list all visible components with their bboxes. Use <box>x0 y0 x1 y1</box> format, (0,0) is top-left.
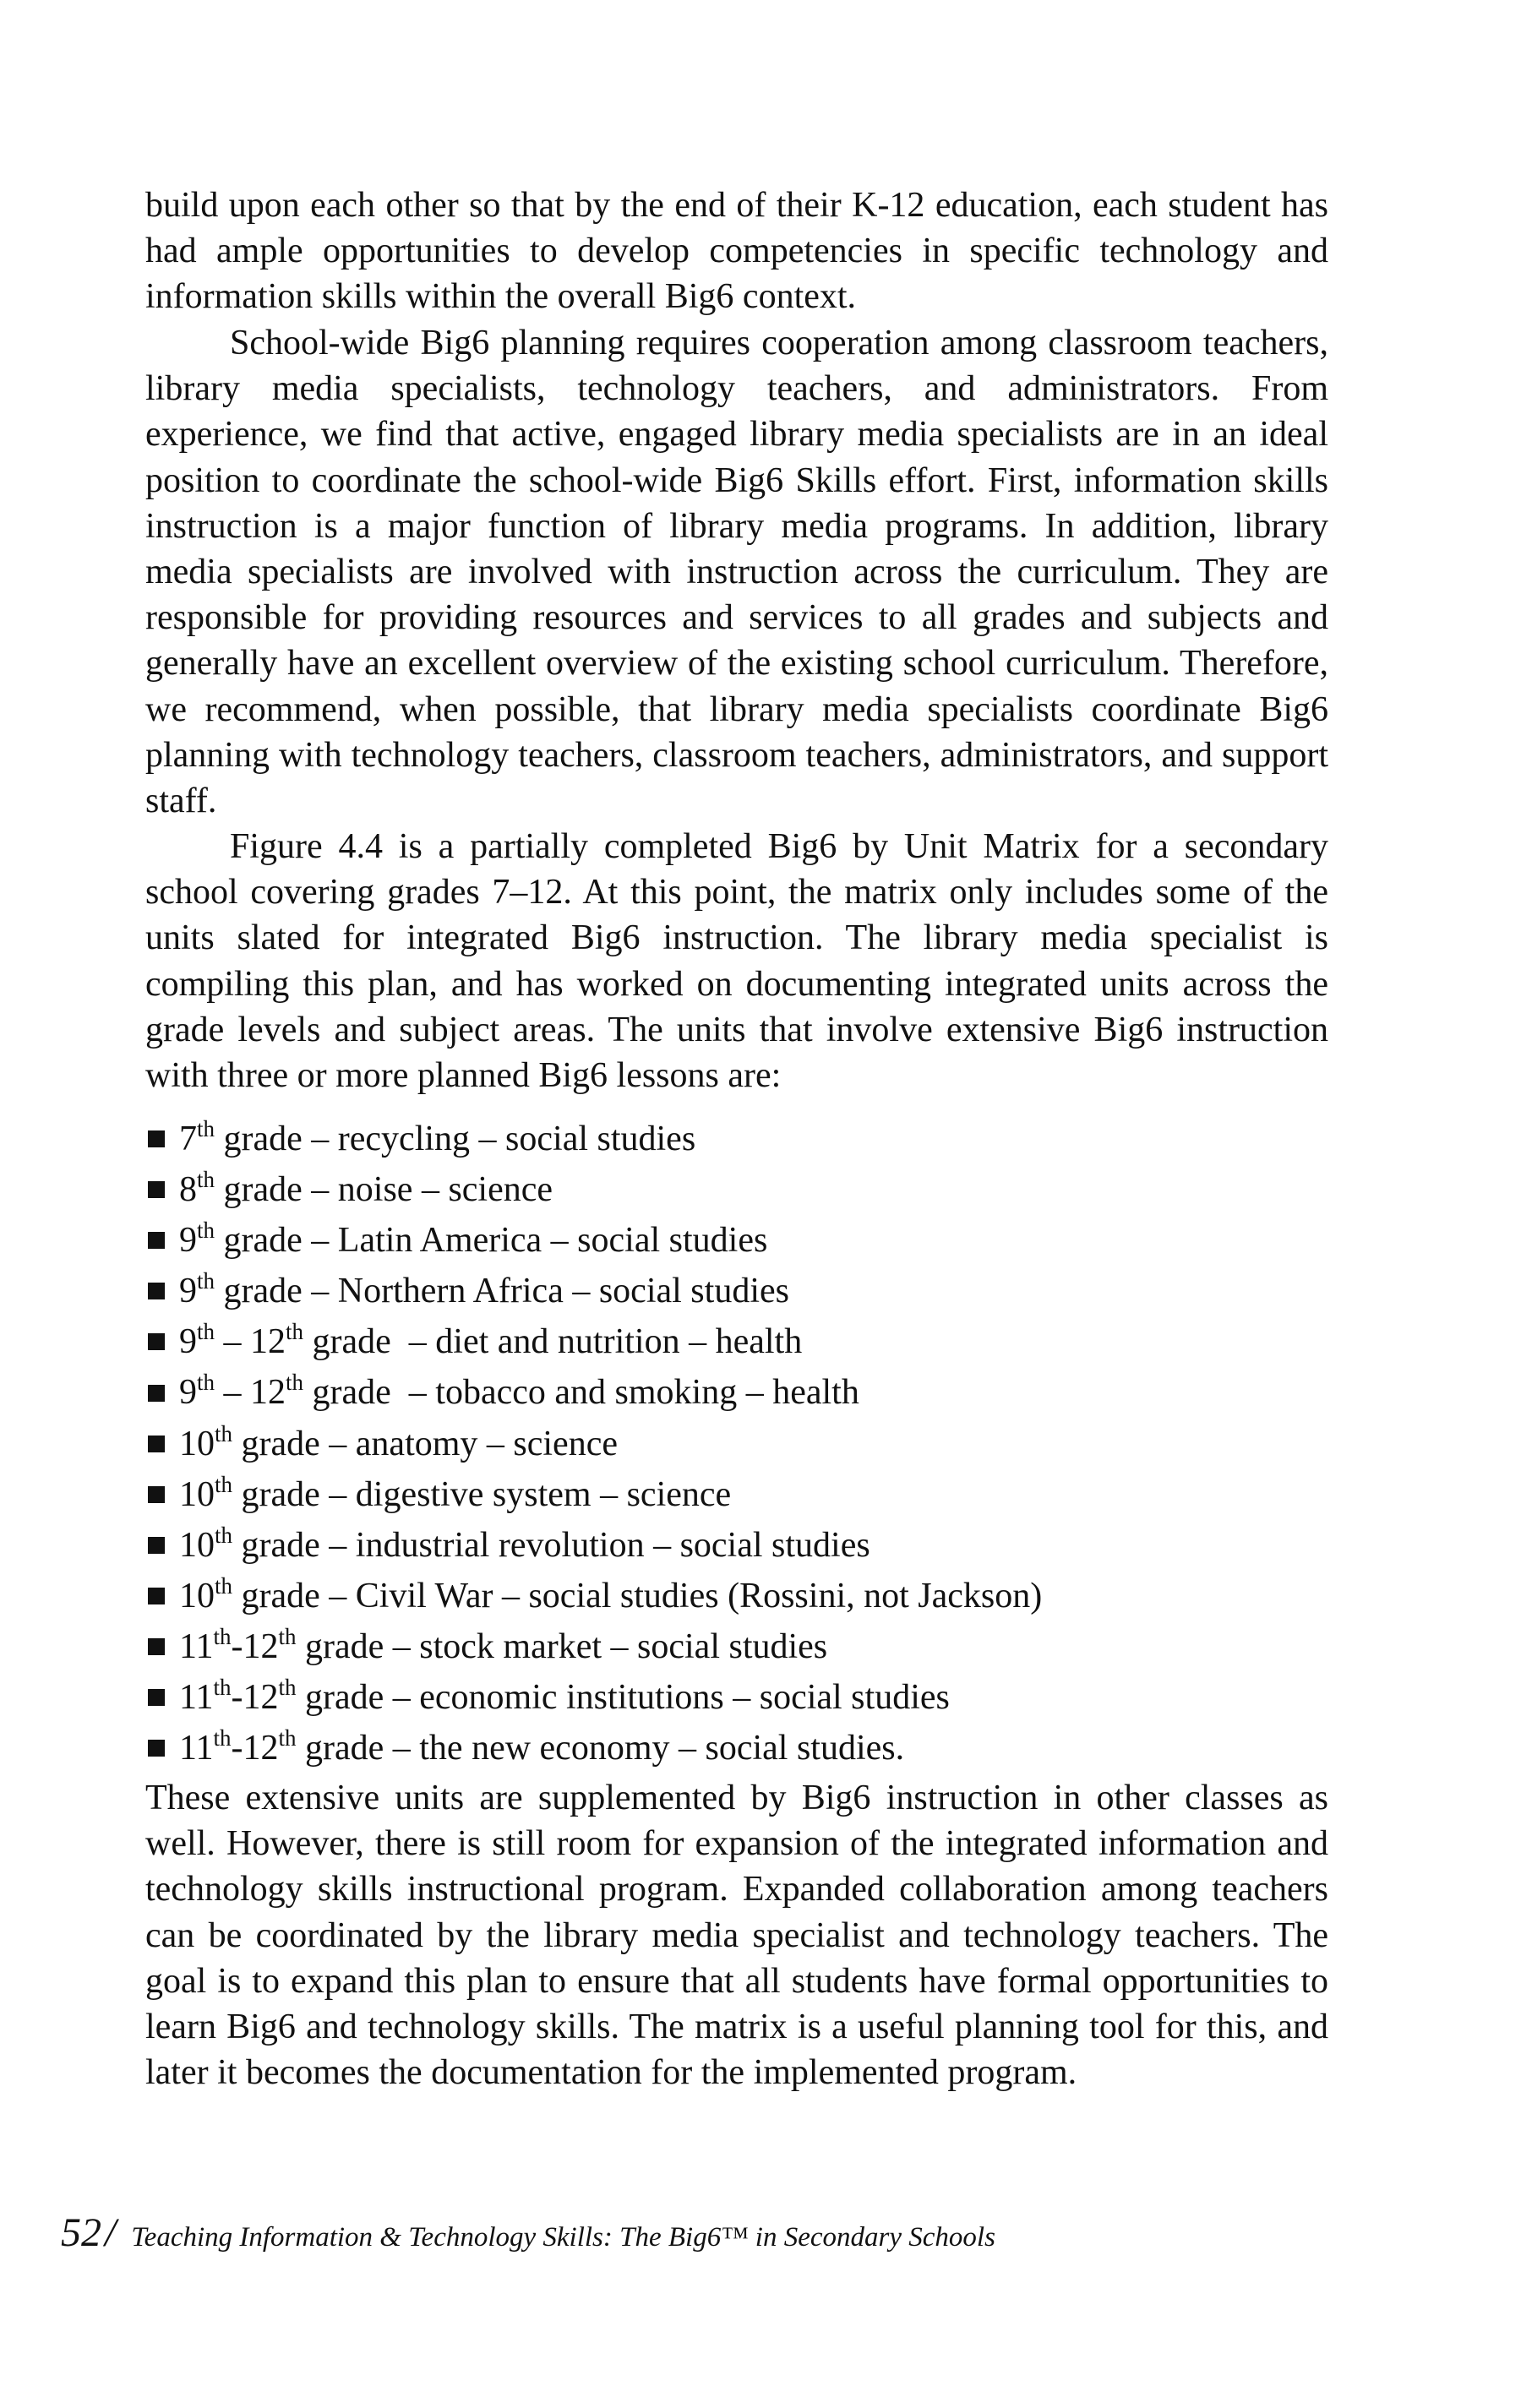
list-item: 9 $^{th}$ – 12 $^{th}$ grade – tobacco and smoking – health <box>145 1367 1328 1418</box>
paragraph-text: These extensive units are supplemented by Big6 instruction in other classes as well. However, there is still room for expansion of the integrated information and technology skills instructional program. Expanded collaboration among teachers can be coordinated by the library media specialist and technology teachers. The goal is to expand this plan to ensure that all students have formal opportunities to learn Big6 and technology skills. The matrix is a useful planning tool for this, and later it becomes the documentation for the implemented program. <box>145 1779 1328 2093</box>
list-item: 10 $^{th}$ grade – digestive system – science <box>145 1469 1328 1520</box>
list-item: 11 $^{th}$ - 12 $^{th}$ grade – economic institutions – social studies <box>145 1672 1328 1723</box>
square-bullet-icon <box>148 1333 165 1350</box>
list-item: 11 $^{th}$ - 12 $^{th}$ grade – the new economy – social studies. <box>145 1723 1328 1773</box>
square-bullet-icon <box>148 1740 165 1757</box>
list-item: 9 $^{th}$ grade – Northern Africa – social studies <box>145 1266 1328 1316</box>
paragraph-figure-reference <box>145 824 1328 1098</box>
paragraph-text: Figure 4.4 is a partially completed Big6 by Unit Matrix for a secondary school covering grades 7–12. At this point, the matrix only includes some of the units slated for integrated Big6 instruction. The library media specialist is compiling this plan, and has worked on documenting integrated units across the grade levels and subject areas. The units that involve extensive Big6 instruction with three or more planned Big6 lessons are: <box>145 827 1328 1096</box>
list-item: 7 $^{th}$ grade – recycling – social studies <box>145 1114 1328 1164</box>
square-bullet-icon <box>148 1436 165 1452</box>
square-bullet-icon <box>148 1130 165 1147</box>
list-item: 9 $^{th}$ – 12 $^{th}$ grade – diet and nutrition – health <box>145 1316 1328 1367</box>
paragraph-conclusion <box>145 1775 1328 2095</box>
paragraph-schoolwide-planning <box>145 320 1328 824</box>
square-bullet-icon <box>148 1283 165 1299</box>
square-bullet-icon <box>148 1537 165 1554</box>
square-bullet-icon <box>148 1588 165 1604</box>
paragraph-text: build upon each other so that by the end of their K-12 education, each student has had ample opportunities to develop competencies in specific technology and information skills within the overall Big6 context. <box>145 186 1328 317</box>
list-item: 11 $^{th}$ - 12 $^{th}$ grade – stock market – social studies <box>145 1621 1328 1672</box>
list-item: 9 $^{th}$ grade – Latin America – social studies <box>145 1215 1328 1266</box>
square-bullet-icon <box>148 1385 165 1402</box>
square-bullet-icon <box>148 1232 165 1249</box>
page-number: 52 <box>61 2210 101 2255</box>
paragraph-continuation <box>145 183 1328 320</box>
list-item: 10 $^{th}$ grade – anatomy – science <box>145 1419 1328 1469</box>
paragraph-text: School-wide Big6 planning requires cooperation among classroom teachers, library media specialists, technology teachers, and administrators. From experience, we find that active, engaged library media specialists are in an ideal position to coordinate the school-wide Big6 Skills effort. First, information skills instruction is a major function of library media programs. In addition, library media specialists are involved with instruction across the curriculum. They are responsible for providing resources and services to all grades and subjects and generally have an excellent overview of the existing school curriculum. Therefore, we recommend, when possible, that library media specialists coordinate Big6 planning with technology teachers, classroom teachers, administrators, and support staff. <box>145 324 1328 821</box>
square-bullet-icon <box>148 1181 165 1198</box>
list-item: 10 $^{th}$ grade – industrial revolution – social studies <box>145 1520 1328 1571</box>
square-bullet-icon <box>148 1638 165 1655</box>
unit-list <box>145 1114 1328 1773</box>
square-bullet-icon <box>148 1486 165 1503</box>
square-bullet-icon <box>148 1689 165 1706</box>
list-item: 10 $^{th}$ grade – Civil War – social studies (Rossini, not Jackson) <box>145 1571 1328 1621</box>
list-item: 8 $^{th}$ grade – noise – science <box>145 1164 1328 1215</box>
running-title: Teaching Information & Technology Skills: The Big6™ in Secondary Schools <box>131 2222 995 2253</box>
page-footer <box>61 2208 995 2258</box>
footer-separator: / <box>105 2210 117 2255</box>
